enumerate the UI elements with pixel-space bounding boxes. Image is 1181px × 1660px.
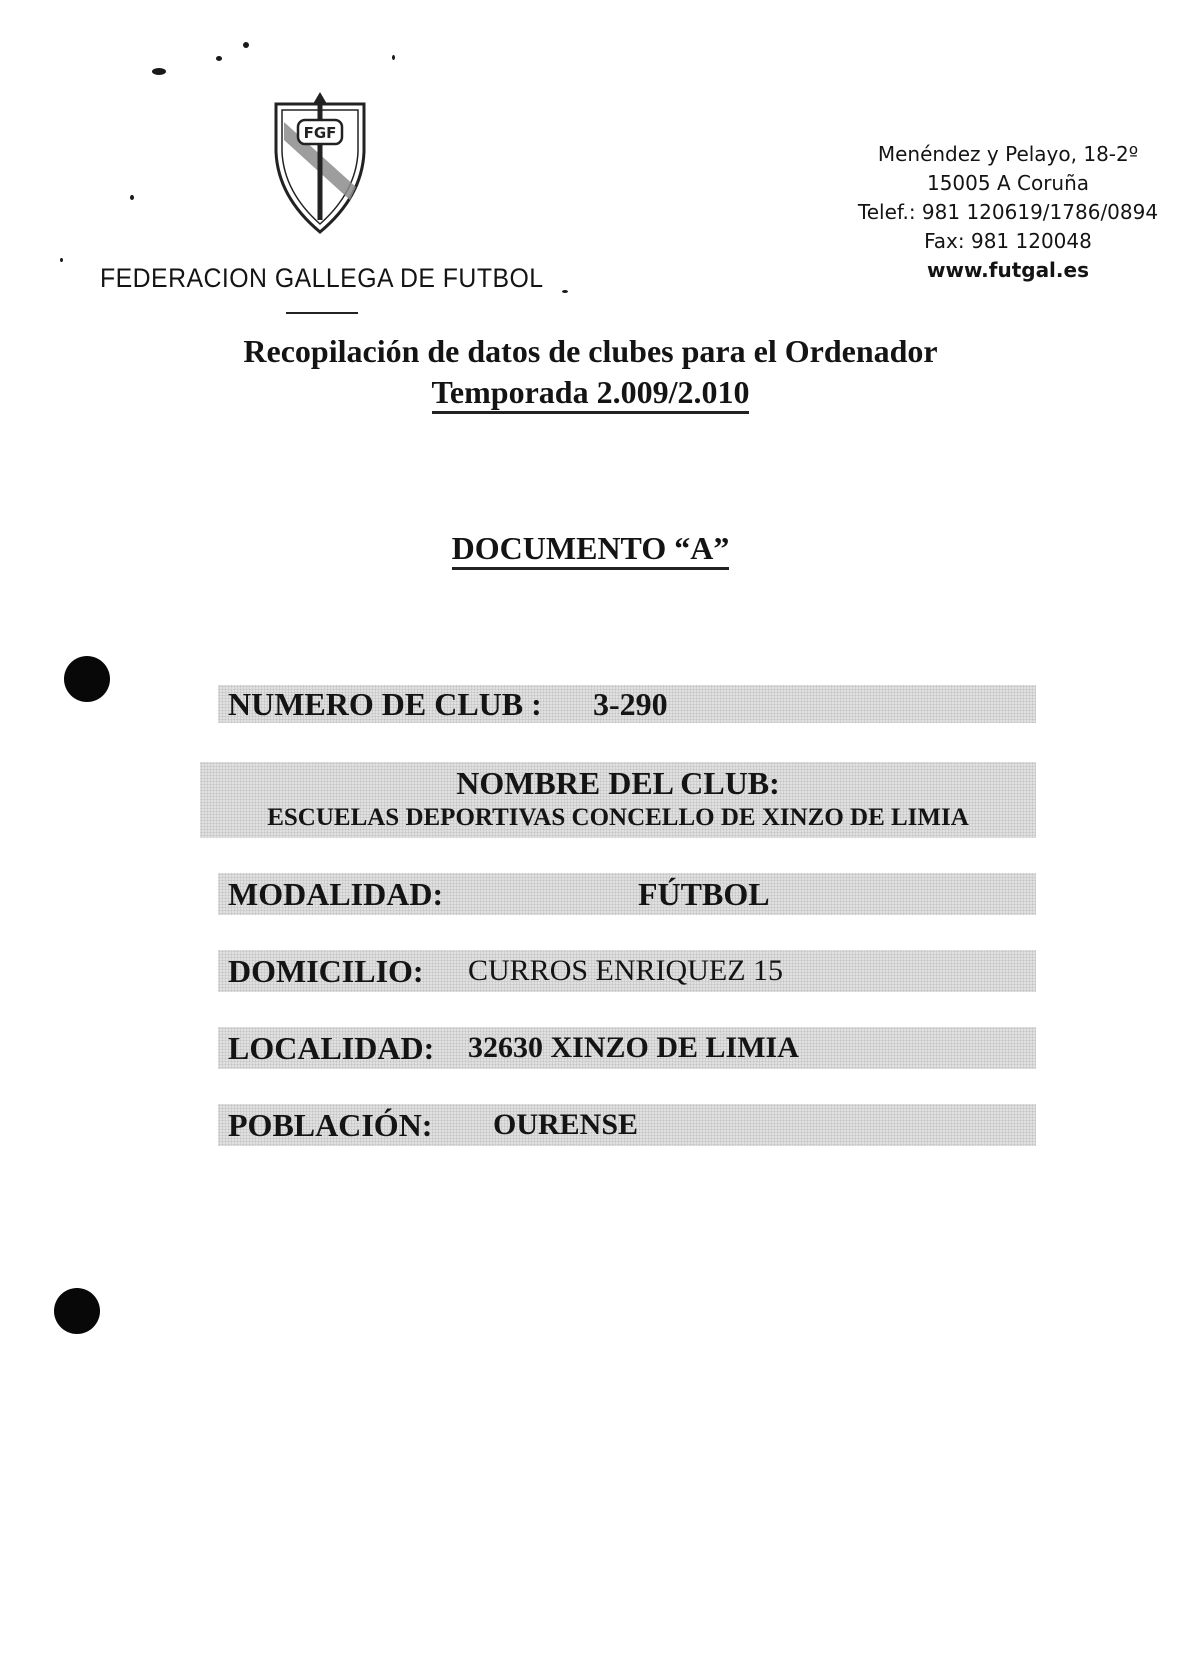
locality-value: 32630 XINZO DE LIMIA bbox=[468, 1031, 799, 1064]
punch-hole bbox=[64, 656, 110, 702]
scan-speck bbox=[152, 68, 166, 75]
divider bbox=[286, 312, 358, 314]
federation-name: FEDERACION GALLEGA DE FUTBOL bbox=[100, 263, 544, 293]
scan-speck bbox=[243, 42, 249, 48]
scan-speck bbox=[392, 55, 395, 60]
page-title: Recopilación de datos de clubes para el Ordenador bbox=[243, 333, 938, 369]
season-text: Temporada 2.009/2.010 bbox=[432, 374, 750, 414]
population-field bbox=[218, 1104, 1036, 1146]
scan-speck bbox=[130, 195, 134, 200]
punch-hole bbox=[54, 1288, 100, 1334]
postal-line: 15005 A Coruña bbox=[926, 171, 1090, 195]
population-value: OURENSE bbox=[493, 1108, 639, 1141]
modality-value: FÚTBOL bbox=[638, 876, 770, 912]
document-heading bbox=[0, 530, 1181, 567]
club-number-value: 3-290 bbox=[593, 686, 668, 722]
website-link[interactable]: www.futgal.es bbox=[927, 258, 1089, 282]
locality-field bbox=[218, 1027, 1036, 1069]
season-heading bbox=[0, 374, 1181, 411]
scan-speck bbox=[60, 258, 63, 262]
club-name-field bbox=[200, 762, 1036, 838]
population-label: POBLACIÓN: bbox=[228, 1107, 433, 1143]
letterhead-contact bbox=[838, 140, 1178, 285]
club-name-value: ESCUELAS DEPORTIVAS CONCELLO DE XINZO DE LIMIA bbox=[267, 804, 969, 831]
scan-speck bbox=[562, 290, 568, 293]
phone-line: Telef.: 981 120619/1786/0894 bbox=[857, 200, 1159, 224]
svg-text:FGF: FGF bbox=[303, 124, 337, 142]
club-name-label: NOMBRE DEL CLUB: bbox=[456, 765, 780, 801]
scan-speck bbox=[216, 56, 222, 61]
address-value: CURROS ENRIQUEZ 15 bbox=[468, 954, 784, 987]
club-number-label: NUMERO DE CLUB : bbox=[228, 686, 542, 722]
document-text: DOCUMENTO “A” bbox=[452, 530, 730, 570]
address-field bbox=[218, 950, 1036, 992]
fax-line: Fax: 981 120048 bbox=[924, 229, 1092, 253]
club-number-field bbox=[218, 685, 1036, 723]
modality-label: MODALIDAD: bbox=[228, 876, 444, 912]
locality-label: LOCALIDAD: bbox=[228, 1030, 435, 1066]
address-label: DOMICILIO: bbox=[228, 953, 424, 989]
address-line: Menéndez y Pelayo, 18-2º bbox=[877, 142, 1139, 166]
modality-field bbox=[218, 873, 1036, 915]
federation-crest-logo bbox=[270, 92, 370, 237]
